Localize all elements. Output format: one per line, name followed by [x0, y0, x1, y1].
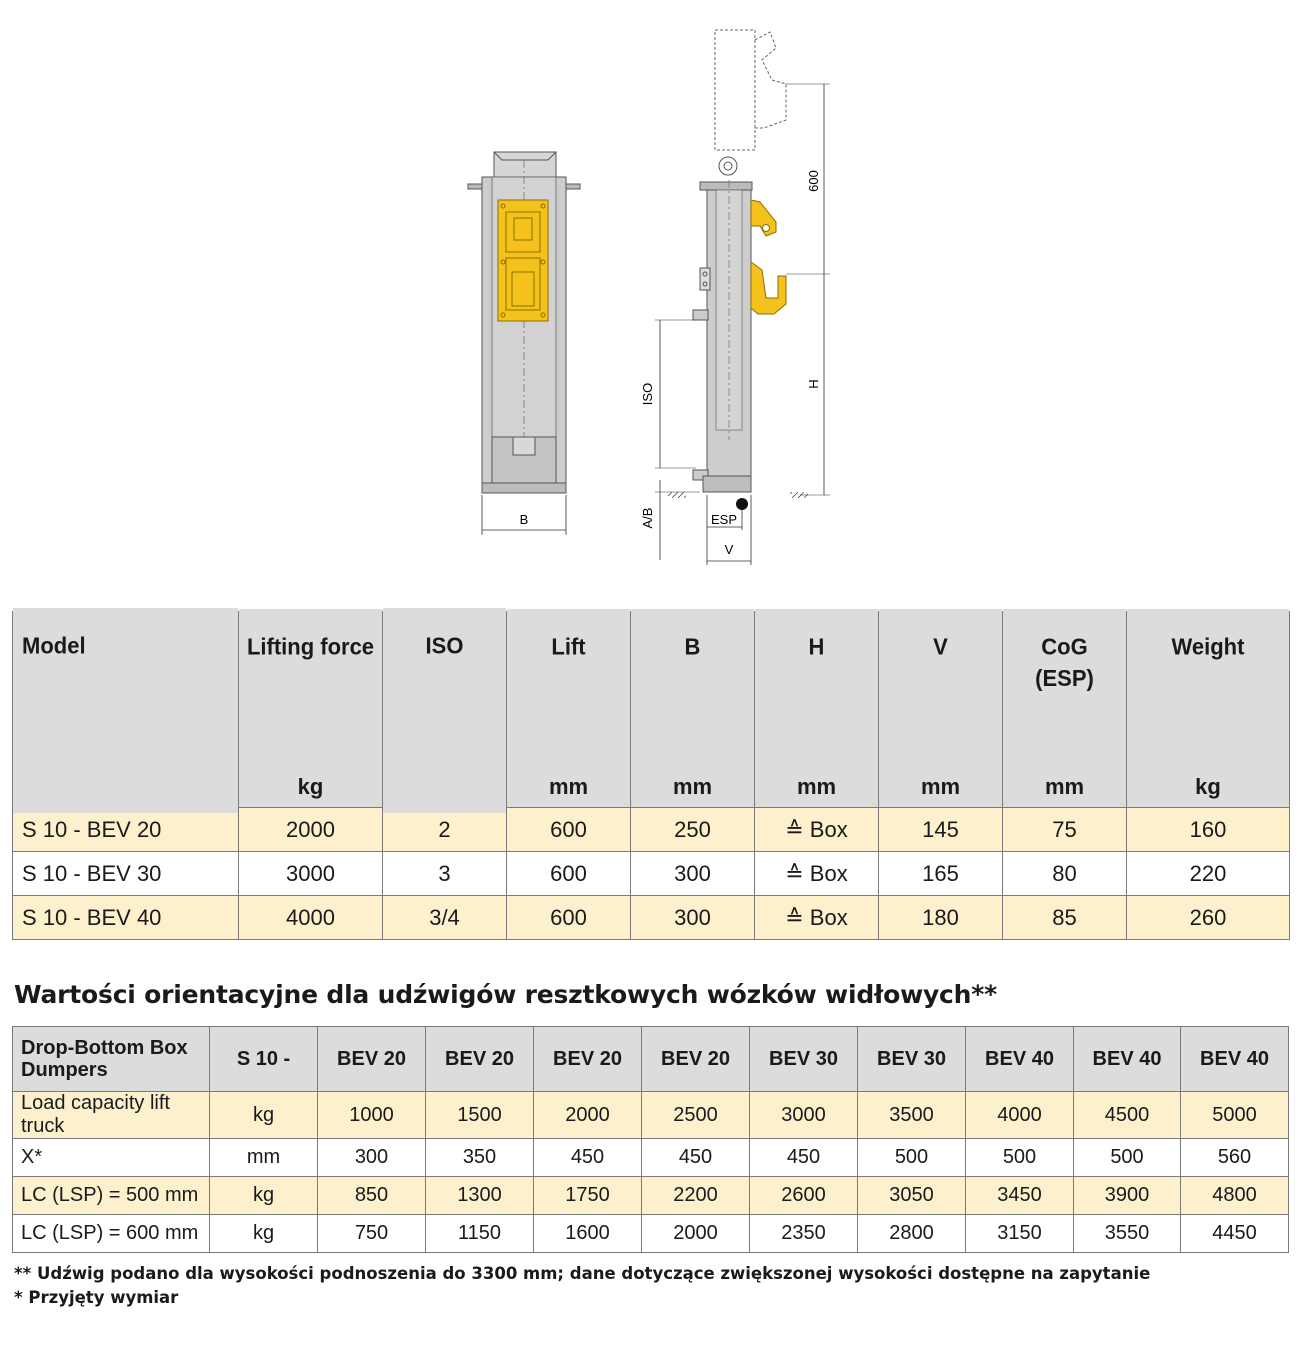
col-header-lift: Lift: [507, 608, 631, 771]
cell: 1000: [318, 1092, 426, 1139]
cell: 3000: [750, 1092, 858, 1139]
col-header-v: V: [879, 608, 1003, 771]
cell: 300: [631, 852, 755, 896]
cell: 3150: [966, 1215, 1074, 1253]
col-header-iso: ISO: [383, 607, 507, 813]
cell: 300: [318, 1139, 426, 1177]
cell: 2500: [642, 1092, 750, 1139]
capacity-table: [12, 1026, 1289, 1253]
cell: 250: [631, 808, 755, 852]
dim-label-b: B: [519, 512, 529, 527]
cell-unit: kg: [210, 1215, 318, 1253]
dim-label-iso: ISO: [640, 382, 655, 406]
table-row: [13, 1215, 1289, 1253]
capacity-header-row: [13, 1027, 1289, 1092]
unit-lifting-force: kg: [239, 767, 383, 808]
col-header-model: Model: [13, 607, 239, 813]
footnote-assumed-dimension: * Przyjęty wymiar: [14, 1288, 179, 1307]
unit-b: mm: [631, 767, 755, 808]
cell: 2600: [750, 1177, 858, 1215]
cell: 160: [1127, 808, 1290, 852]
dim-label-600: 600: [806, 170, 821, 192]
cell: 4500: [1074, 1092, 1181, 1139]
cell: 3500: [858, 1092, 966, 1139]
cell: 3900: [1074, 1177, 1181, 1215]
row-label: LC (LSP) = 600 mm: [13, 1215, 210, 1253]
section-title: Wartości orientacyjne dla udźwigów resztkowych wózków widłowych**: [14, 980, 998, 1009]
col-header-model: BEV 40: [1074, 1027, 1181, 1092]
col-header-series: S 10 -: [210, 1027, 318, 1092]
dim-label-h: H: [806, 379, 821, 389]
dim-label-v: V: [724, 542, 734, 557]
footnote-lift-height: ** Udźwig podano dla wysokości podnoszenia do 3300 mm; dane dotyczące zwiększonej wysokości dostępne na zapytanie: [14, 1264, 1151, 1283]
cell: 4450: [1181, 1215, 1289, 1253]
cell: 500: [858, 1139, 966, 1177]
table-row: [13, 808, 1290, 852]
col-header-dumpers: Drop-Bottom Box Dumpers: [13, 1027, 210, 1092]
spec-table: [12, 611, 1290, 940]
technical-drawing: [0, 0, 1300, 600]
cell: 2: [383, 808, 507, 852]
col-header-model: BEV 20: [426, 1027, 534, 1092]
cell-model: S 10 - BEV 40: [13, 896, 239, 940]
cell-unit: mm: [210, 1139, 318, 1177]
cell: 5000: [1181, 1092, 1289, 1139]
cell-model: S 10 - BEV 30: [13, 852, 239, 896]
cell-unit: kg: [210, 1092, 318, 1139]
row-label: X*: [13, 1139, 210, 1177]
cell: 3: [383, 852, 507, 896]
col-header-model: BEV 30: [750, 1027, 858, 1092]
table-row: [13, 1177, 1289, 1215]
dim-label-ab: A/B: [640, 507, 655, 529]
cell: 300: [631, 896, 755, 940]
unit-weight: kg: [1127, 767, 1290, 808]
cell: 2200: [642, 1177, 750, 1215]
table-row: [13, 1139, 1289, 1177]
col-header-weight: Weight: [1127, 608, 1290, 771]
col-header-lifting-force: Lifting force: [239, 608, 383, 771]
cell: 3450: [966, 1177, 1074, 1215]
cell-unit: kg: [210, 1177, 318, 1215]
col-header-h: H: [755, 608, 879, 771]
cell: 1600: [534, 1215, 642, 1253]
row-label: Load capacity lift truck: [13, 1092, 210, 1139]
cell: 1500: [426, 1092, 534, 1139]
cell: 450: [642, 1139, 750, 1177]
col-header-model: BEV 40: [966, 1027, 1074, 1092]
cell: 3550: [1074, 1215, 1181, 1253]
cell: 145: [879, 808, 1003, 852]
cell: 2000: [642, 1215, 750, 1253]
col-header-model: BEV 30: [858, 1027, 966, 1092]
cell: 750: [318, 1215, 426, 1253]
cell: 450: [750, 1139, 858, 1177]
cell: 80: [1003, 852, 1127, 896]
col-header-model: BEV 20: [318, 1027, 426, 1092]
unit-cog: mm: [1003, 767, 1127, 808]
cell: 85: [1003, 896, 1127, 940]
cell: 1150: [426, 1215, 534, 1253]
cell: 600: [507, 852, 631, 896]
cell: 350: [426, 1139, 534, 1177]
cell: ≙ Box: [755, 896, 879, 940]
cell: 500: [1074, 1139, 1181, 1177]
table-row: [13, 852, 1290, 896]
unit-lift: mm: [507, 767, 631, 808]
cell: 2350: [750, 1215, 858, 1253]
cell: 75: [1003, 808, 1127, 852]
cell: ≙ Box: [755, 852, 879, 896]
cell: 4800: [1181, 1177, 1289, 1215]
cell: 260: [1127, 896, 1290, 940]
cell: 3000: [239, 852, 383, 896]
cell: 3/4: [383, 896, 507, 940]
cell: 600: [507, 808, 631, 852]
cell-model: S 10 - BEV 20: [13, 808, 239, 852]
unit-v: mm: [879, 767, 1003, 808]
cell: 2000: [239, 808, 383, 852]
cell: 2800: [858, 1215, 966, 1253]
unit-h: mm: [755, 767, 879, 808]
row-label: LC (LSP) = 500 mm: [13, 1177, 210, 1215]
col-header-model: BEV 40: [1181, 1027, 1289, 1092]
cell: 3050: [858, 1177, 966, 1215]
dim-label-esp: ESP: [710, 512, 738, 527]
cell: 560: [1181, 1139, 1289, 1177]
cell: 500: [966, 1139, 1074, 1177]
cell: 450: [534, 1139, 642, 1177]
col-header-cog: CoG (ESP): [1003, 608, 1127, 771]
side-view: [640, 30, 830, 565]
cell: 850: [318, 1177, 426, 1215]
cell: 2000: [534, 1092, 642, 1139]
spec-header-row: [13, 612, 1290, 767]
cell: ≙ Box: [755, 808, 879, 852]
cell: 4000: [966, 1092, 1074, 1139]
cell: 1750: [534, 1177, 642, 1215]
col-header-model: BEV 20: [642, 1027, 750, 1092]
cell: 600: [507, 896, 631, 940]
front-view: [468, 152, 580, 535]
col-header-model: BEV 20: [534, 1027, 642, 1092]
cell: 180: [879, 896, 1003, 940]
col-header-b: B: [631, 608, 755, 771]
cell: 1300: [426, 1177, 534, 1215]
cell: 4000: [239, 896, 383, 940]
cell: 220: [1127, 852, 1290, 896]
table-row: [13, 1092, 1289, 1139]
cell: 165: [879, 852, 1003, 896]
table-row: [13, 896, 1290, 940]
